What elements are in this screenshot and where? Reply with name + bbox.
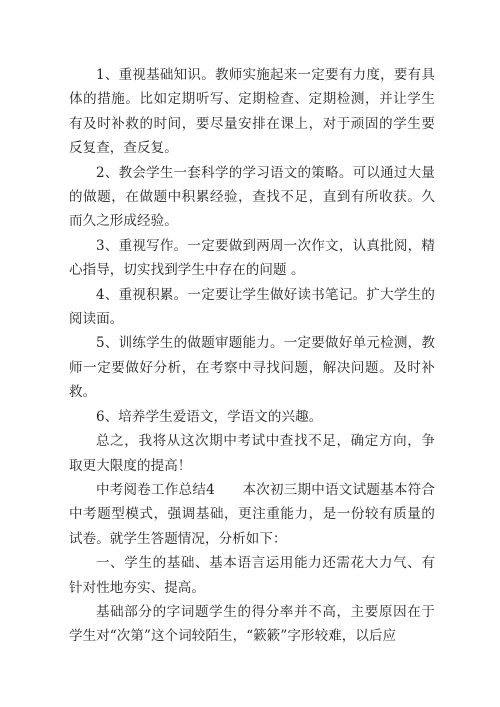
paragraph-summary-4-intro: 中考阅卷工作总结4 本次初三期中语文试题基本符合中考题型模式，强调基础，更注重能力，是一份较有质量的试卷。就学生答题情况，分析如下： xyxy=(69,481,435,547)
paragraph-learning-strategy: 2、教会学生一套科学的学习语文的策略。可以通过大量的做题，在做题中积累经验，查找不足，直到有所收获。久而久之形成经验。 xyxy=(69,164,435,230)
paragraph-conclusion: 总之，我将从这次期中考试中查找不足，确定方向，争取更大限度的提高！ xyxy=(69,433,435,474)
paragraph-accumulation: 4、重视积累。一定要让学生做好读书笔记。扩大学生的阅读面。 xyxy=(69,286,435,328)
paragraph-writing: 3、重视写作。一定要做到两周一次作文，认真批阅，精心指导，切实找到学生中存在的问题 。 xyxy=(69,237,435,279)
paragraph-interest: 6、培养学生爱语文，学语文的兴趣。 xyxy=(96,408,323,425)
paragraph-word-questions: 基础部分的字词题学生的得分率并不高，主要原因在于学生对“次第”这个词较陌生，“簌簌”字形较难，以后应 xyxy=(69,603,435,645)
document-body xyxy=(69,63,435,649)
paragraph-problem-solving: 5、训练学生的做题审题能力。一定要做好单元检测，教师一定要做好分析，在考察中寻找问题，解决问题。及时补救。 xyxy=(69,335,435,401)
paragraph-basic-knowledge: 1、重视基础知识。教师实施起来一定要有力度，要有具体的措施。比如定期听写、定期检查、定期检测，并让学生有及时补救的时间，要尽量安排在课上，对于顽固的学生要反复查，查反复。 xyxy=(69,67,435,157)
paragraph-section-one-heading: 一、学生的基础、基本语言运用能力还需花大力气、有针对性地夯实、提高。 xyxy=(69,555,435,596)
